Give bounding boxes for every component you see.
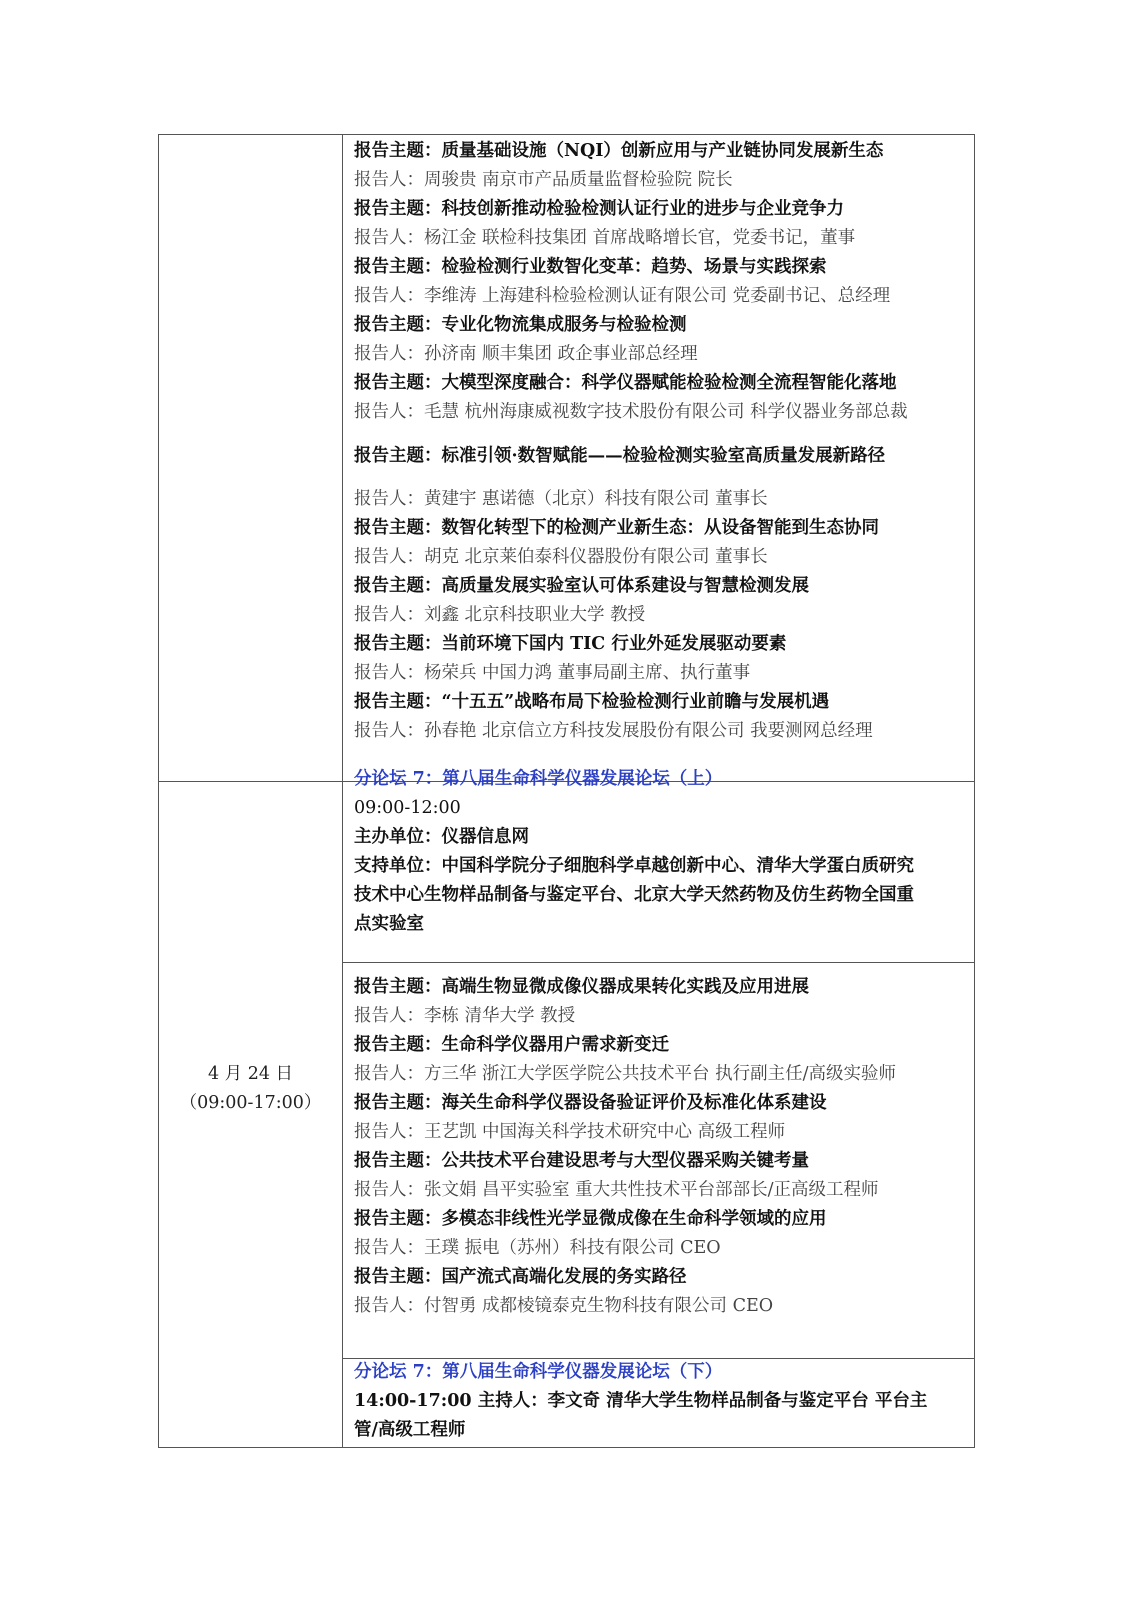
report-speaker: 报告人：胡克 北京莱伯泰科仪器股份有限公司 董事长 — [354, 547, 768, 567]
report-speaker: 报告人：孙春艳 北京信立方科技发展股份有限公司 我要测网总经理 — [354, 721, 873, 741]
content-cell-reports — [343, 135, 974, 781]
report-topic: 报告主题：公共技术平台建设思考与大型仪器采购关键考量 — [354, 1151, 809, 1171]
report-topic: 报告主题：大模型深度融合：科学仪器赋能检验检测全流程智能化落地 — [354, 373, 897, 393]
session-time-range: （09:00-17:00） — [179, 1093, 322, 1113]
forum-am-title: 分论坛 7：第八届生命科学仪器发展论坛（上） — [354, 769, 723, 789]
forum-pm-host-2: 管/高级工程师 — [354, 1420, 466, 1440]
report-topic: 报告主题：生命科学仪器用户需求新变迁 — [354, 1035, 669, 1055]
report-speaker: 报告人：刘鑫 北京科技职业大学 教授 — [354, 605, 646, 625]
report-topic: 报告主题：质量基础设施（NQI）创新应用与产业链协同发展新生态 — [354, 141, 884, 161]
forum-am-reports-cell — [343, 963, 974, 1359]
report-topic: 报告主题：高端生物显微成像仪器成果转化实践及应用进展 — [354, 977, 809, 997]
report-speaker: 报告人：李栋 清华大学 教授 — [354, 1006, 576, 1026]
report-speaker: 报告人：黄建宇 惠诺德（北京）科技有限公司 董事长 — [354, 489, 768, 509]
forum-am-info-cell — [343, 769, 974, 963]
forum-pm-title: 分论坛 7：第八届生命科学仪器发展论坛（下） — [354, 1362, 723, 1382]
report-topic: 报告主题：海关生命科学仪器设备验证评价及标准化体系建设 — [354, 1093, 827, 1113]
forum-pm-info-cell — [343, 1359, 974, 1447]
forum-pm-host-1: 14:00-17:00 主持人：李文奇 清华大学生物样品制备与鉴定平台 平台主 — [354, 1391, 928, 1411]
forum-am-organizer: 主办单位：仪器信息网 — [354, 827, 529, 847]
report-speaker: 报告人：孙济南 顺丰集团 政企事业部总经理 — [354, 344, 698, 364]
report-speaker: 报告人：杨荣兵 中国力鸿 董事局副主席、执行董事 — [354, 663, 751, 683]
report-speaker: 报告人：王艺凯 中国海关科学技术研究中心 高级工程师 — [354, 1122, 786, 1142]
schedule-block-1 — [158, 134, 975, 782]
schedule-block-2 — [158, 769, 975, 1448]
report-speaker: 报告人：王璞 振电（苏州）科技有限公司 CEO — [354, 1238, 721, 1258]
report-topic: 报告主题：数智化转型下的检测产业新生态：从设备智能到生态协同 — [354, 518, 879, 538]
forum-am-time: 09:00-12:00 — [354, 798, 461, 818]
report-speaker: 报告人：李维涛 上海建科检验检测认证有限公司 党委副书记、总经理 — [354, 286, 891, 306]
session-date: 4 月 24 日 — [207, 1064, 294, 1084]
report-speaker: 报告人：张文娟 昌平实验室 重大共性技术平台部部长/正高级工程师 — [354, 1180, 879, 1200]
report-speaker: 报告人：方三华 浙江大学医学院公共技术平台 执行副主任/高级实验师 — [354, 1064, 897, 1084]
date-cell — [159, 782, 343, 1447]
report-topic: 报告主题：高质量发展实验室认可体系建设与智慧检测发展 — [354, 576, 809, 596]
forum-am-support-1: 支持单位：中国科学院分子细胞科学卓越创新中心、清华大学蛋白质研究 — [354, 856, 914, 876]
forum-am-support-3: 点实验室 — [354, 914, 424, 934]
report-topic: 报告主题：国产流式高端化发展的务实路径 — [354, 1267, 687, 1287]
report-topic: 报告主题：“十五五”战略布局下检验检测行业前瞻与发展机遇 — [354, 692, 830, 712]
report-topic: 报告主题：多模态非线性光学显微成像在生命科学领域的应用 — [354, 1209, 827, 1229]
report-speaker: 报告人：毛慧 杭州海康威视数字技术股份有限公司 科学仪器业务部总裁 — [354, 402, 908, 422]
report-topic: 报告主题：当前环境下国内 TIC 行业外延发展驱动要素 — [354, 634, 787, 654]
report-topic: 报告主题：专业化物流集成服务与检验检测 — [354, 315, 687, 335]
report-topic: 报告主题：检验检测行业数智化变革：趋势、场景与实践探索 — [354, 257, 827, 277]
report-speaker: 报告人：付智勇 成都棱镜泰克生物科技有限公司 CEO — [354, 1296, 774, 1316]
report-topic: 报告主题：科技创新推动检验检测认证行业的进步与企业竞争力 — [354, 199, 844, 219]
report-speaker: 报告人：周骏贵 南京市产品质量监督检验院 院长 — [354, 170, 733, 190]
report-speaker: 报告人：杨江金 联检科技集团 首席战略增长官，党委书记，董事 — [354, 228, 856, 248]
report-topic: 报告主题：标准引领·数智赋能——检验检测实验室高质量发展新路径 — [354, 446, 886, 466]
date-cell-empty — [159, 135, 343, 781]
forum-am-support-2: 技术中心生物样品制备与鉴定平台、北京大学天然药物及仿生药物全国重 — [354, 885, 914, 905]
